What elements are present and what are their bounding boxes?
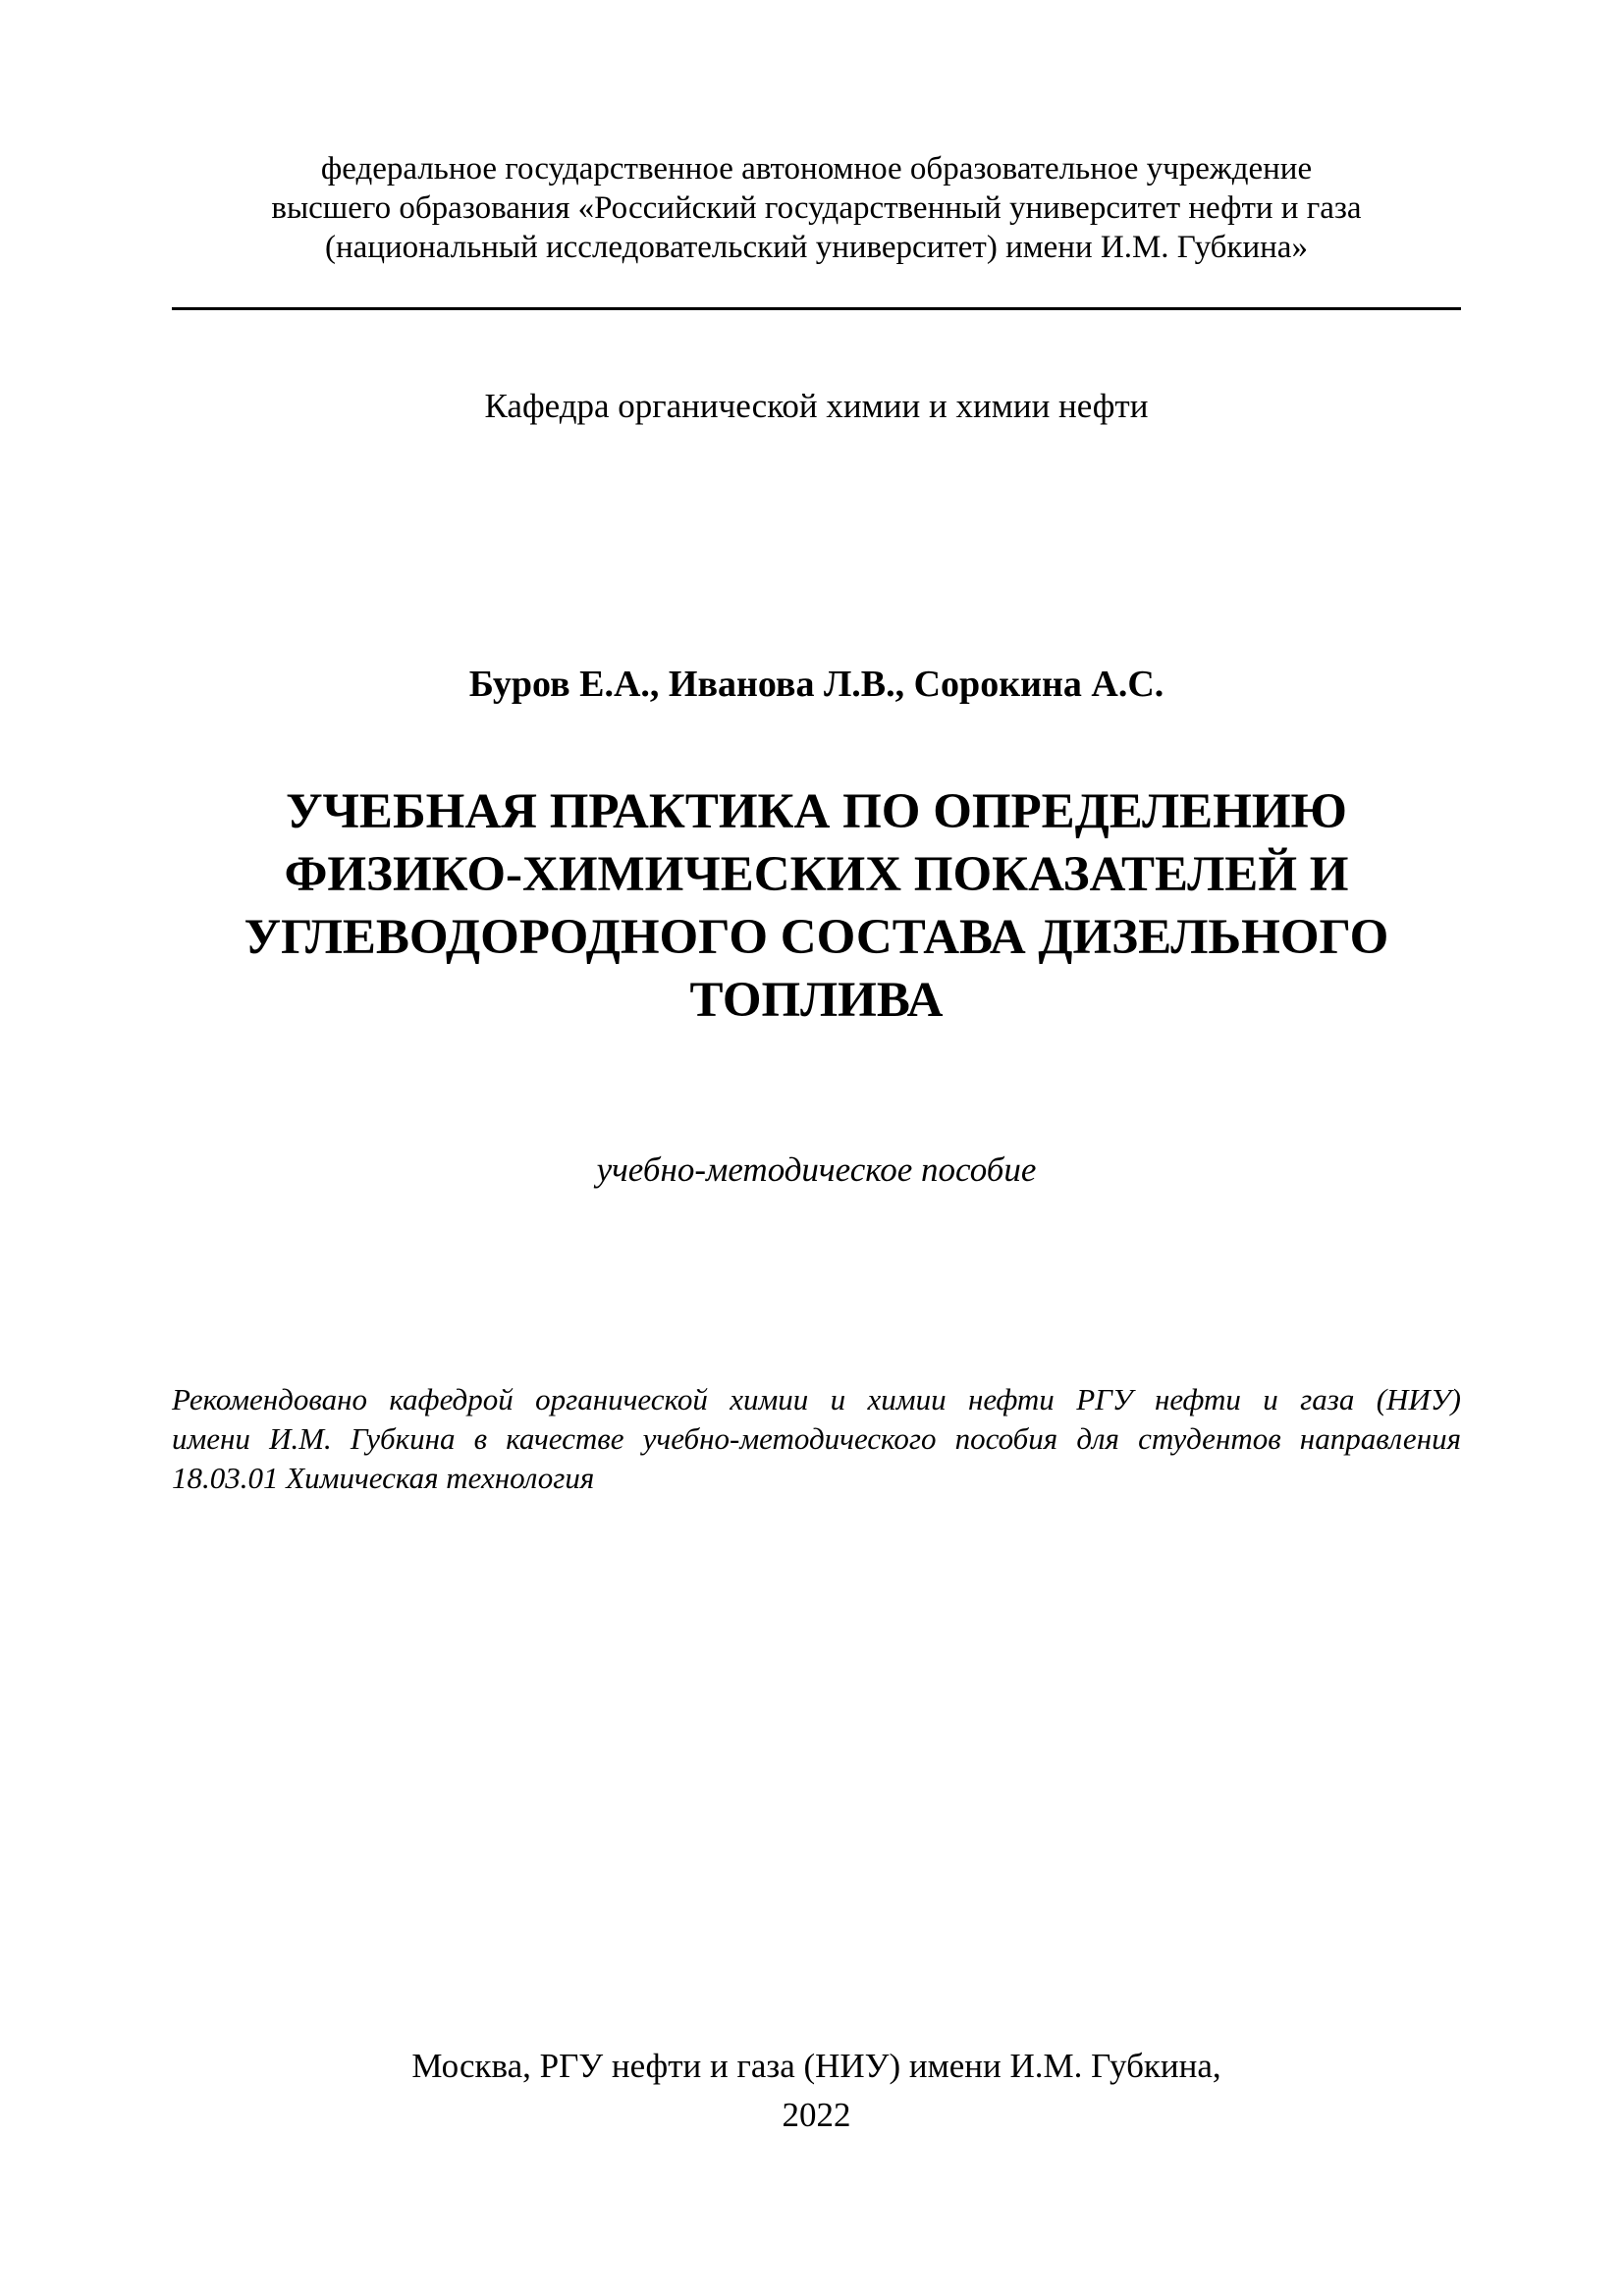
title-line-2: ФИЗИКО-ХИМИЧЕСКИХ ПОКАЗАТЕЛЕЙ И: [284, 847, 1349, 902]
institution-header: [172, 149, 1461, 267]
recommendation-line-3: 18.03.01 Химическая технология: [172, 1461, 595, 1495]
institution-line-1: федеральное государственное автономное образовательное учреждение: [320, 151, 1313, 187]
institution-line-2: высшего образования «Российский государственный университет нефти и газа: [271, 190, 1362, 226]
title-line-3: УГЛЕВОДОРОДНОГО СОСТАВА ДИЗЕЛЬНОГО: [244, 910, 1389, 965]
imprint: [172, 2042, 1461, 2140]
document-type: учебно-методическое пособие: [596, 1150, 1037, 1189]
authors: Буров Е.А., Иванова Л.В., Сорокина А.С.: [468, 664, 1164, 705]
recommendation-note: [172, 1380, 1461, 1498]
imprint-place-publisher: Москва, РГУ нефти и газа (НИУ) имени И.М. Губкина,: [411, 2047, 1221, 2085]
title-line-1: УЧЕБНАЯ ПРАКТИКА ПО ОПРЕДЕЛЕНИЮ: [286, 784, 1347, 839]
institution-line-3: (национальный исследовательский университет) имени И.М. Губкина»: [325, 230, 1308, 265]
department-name: Кафедра органической химии и химии нефти: [484, 387, 1149, 425]
recommendation-line-2: имени И.М. Губкина в качестве учебно-методического пособия для студентов направления: [172, 1421, 1461, 1456]
imprint-year: 2022: [782, 2096, 851, 2134]
document-title: [157, 780, 1476, 1032]
recommendation-line-1: Рекомендовано кафедрой органической химии и химии нефти РГУ нефти и газа (НИУ): [172, 1382, 1461, 1416]
header-divider: [172, 307, 1461, 310]
title-line-4: ТОПЛИВА: [689, 973, 944, 1028]
